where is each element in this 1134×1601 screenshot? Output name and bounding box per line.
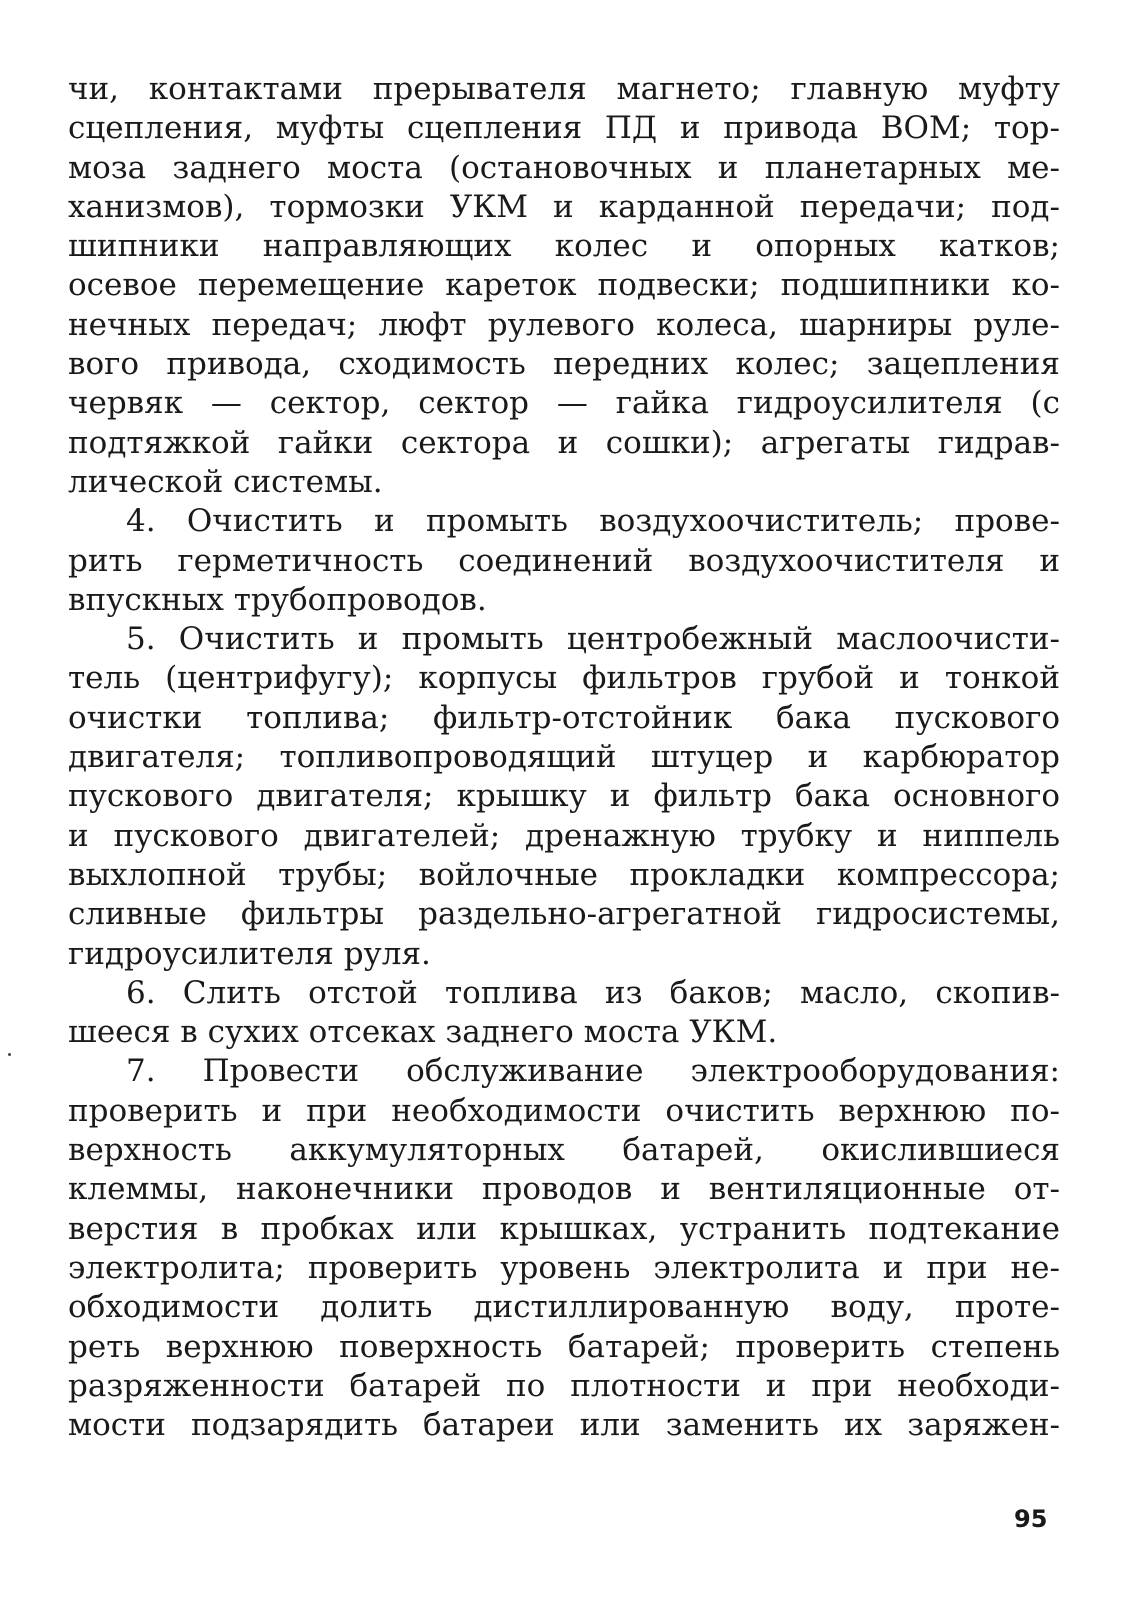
text-line: вого привода, сходимость передних колес; зацепления [68, 346, 1060, 383]
text-line: пускового двигателя; крышку и фильтр бака основного [68, 778, 1060, 815]
text-line: рить герметичность соединений воздухоочистителя и [68, 542, 1060, 579]
text-line: двигателя; топливопроводящий штуцер и карбюратор [68, 739, 1060, 776]
text-line: выхлопной трубы; войлочные прокладки компрессора; [68, 856, 1060, 893]
text-line: тель (центрифугу); корпусы фильтров грубой и тонкой [68, 660, 1060, 697]
text-line: лической системы. [68, 463, 383, 500]
text-line: шееся в сухих отсеках заднего моста УКМ. [68, 1014, 778, 1051]
text-line: верстия в пробках или крышках, устранить подтекание [68, 1210, 1060, 1247]
text-line: моза заднего моста (остановочных и планетарных ме- [68, 149, 1060, 186]
text-line: чи, контактами прерывателя магнето; главную муфту [68, 71, 1060, 107]
text-line: подтяжкой гайки сектора и сошки); агрегаты гидрав- [68, 424, 1060, 461]
text-line: впускных трубопроводов. [68, 581, 487, 618]
text-line: червяк — сектор, сектор — гайка гидроусилителя (с [68, 385, 1060, 422]
paragraph-5-line: 5. Очистить и промыть центробежный маслоочисти- [126, 621, 1060, 658]
text-line: разряженности батарей по плотности и при необходи- [68, 1367, 1060, 1404]
text-line: гидроусилителя руля. [68, 935, 431, 972]
paragraph-7-line: 7. Провести обслуживание электрооборудования: [126, 1053, 1060, 1090]
paragraph-4-line: 4. Очистить и промыть воздухоочиститель; прове- [126, 503, 1060, 540]
page-number: 95 [1014, 1505, 1048, 1533]
text-line: обходимости долить дистиллированную воду, проте- [68, 1289, 1060, 1326]
text-line: верхность аккумуляторных батарей, окислившиеся [68, 1132, 1060, 1169]
text-line: очистки топлива; фильтр-отстойник бака пускового [68, 699, 1060, 736]
text-line: мости подзарядить батареи или заменить их заряжен- [68, 1407, 1060, 1444]
text-line: электролита; проверить уровень электролита и при не- [68, 1249, 1060, 1286]
text-line: ханизмов), тормозки УКМ и карданной передачи; под- [68, 188, 1060, 225]
text-line: сцепления, муфты сцепления ПД и привода ВОМ; тор- [68, 110, 1060, 147]
text-line: проверить и при необходимости очистить верхнюю по- [68, 1092, 1060, 1129]
paragraph-6-line: 6. Слить отстой топлива из баков; масло, скопив- [126, 974, 1060, 1011]
text-line: реть верхнюю поверхность батарей; проверить степень [68, 1328, 1060, 1365]
text-line: нечных передач; люфт рулевого колеса, шарниры руле- [68, 306, 1060, 343]
text-line: клеммы, наконечники проводов и вентиляционные от- [68, 1171, 1060, 1208]
text-line: и пускового двигателей; дренажную трубку и ниппель [68, 817, 1060, 854]
text-line: осевое перемещение кареток подвески; подшипники ко- [68, 267, 1060, 304]
text-line: шипники направляющих колес и опорных катков; [68, 228, 1060, 265]
page-body [68, 70, 1060, 1445]
text-line: сливные фильтры раздельно-агрегатной гидросистемы, [68, 896, 1060, 933]
scan-speck [8, 1053, 11, 1056]
